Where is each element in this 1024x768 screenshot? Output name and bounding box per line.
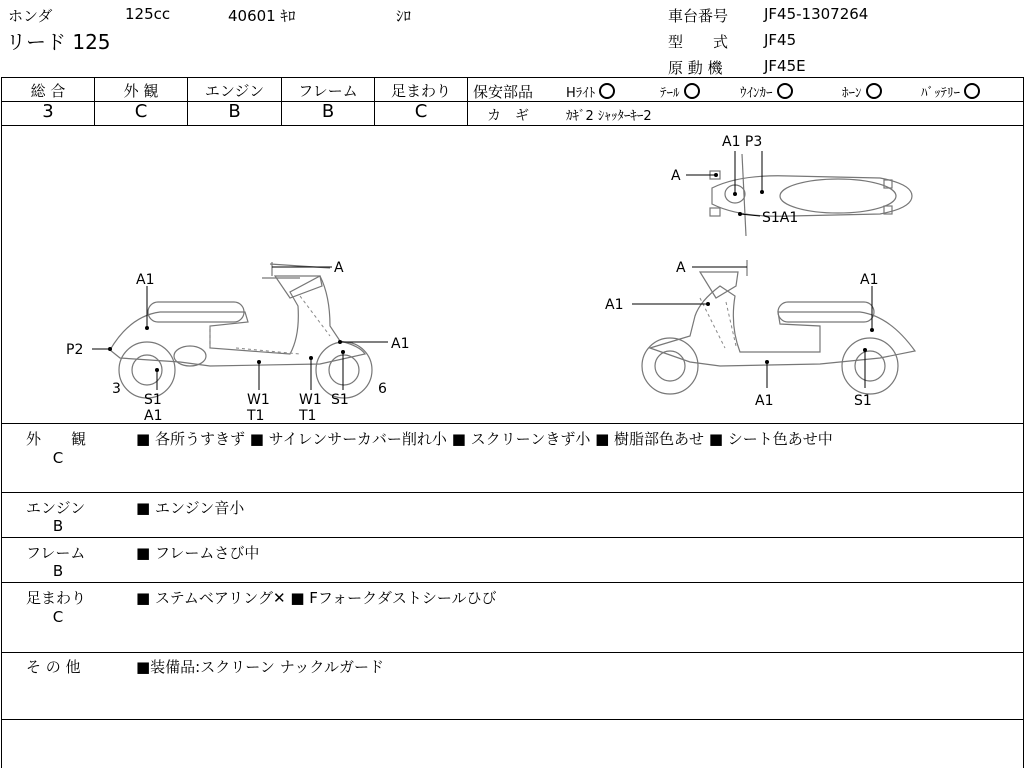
key-label: カ ギ (487, 108, 529, 124)
right-side-scooter (605, 260, 915, 409)
remark-frame-text: ■ フレームさび中 (136, 544, 260, 562)
remark-engine-label: エンジン (26, 499, 86, 517)
engine-label: エンジン (204, 82, 265, 100)
safety-item-horn: ﾎｰﾝ (842, 82, 882, 101)
mileage: 40601 ｷﾛ (228, 7, 296, 25)
exterior-grade: C (134, 101, 148, 122)
remark-engine-grade: B (52, 517, 64, 535)
frame-grade: B (321, 101, 335, 122)
remark-exterior-grade: C (52, 449, 64, 467)
remark-suspension-text: ■ ステムベアリング✕ ■ Fフォークダストシールひび (136, 589, 497, 607)
remark-other-text: ■装備品:スクリーン ナックルガード (136, 658, 384, 676)
remark-frame-grade: B (52, 562, 64, 580)
suspension-label: 足まわり (390, 82, 451, 100)
safety-parts-label: 保安部品 (473, 83, 534, 101)
remark-exterior-text: ■ 各所うすきず ■ サイレンサーカバー削れ小 ■ スクリーンきず小 ■ 樹脂部色あせ ■ シート色あせ中 (136, 430, 833, 448)
suspension-grade: C (414, 101, 428, 122)
safety-row-divider (468, 101, 1023, 102)
safety-item-tail: ﾃｰﾙ (660, 82, 700, 101)
mark-left-p2: P2 (66, 342, 84, 358)
frame-label: フレーム (298, 82, 358, 100)
key-value: ｶｷﾞ2 ｼｬｯﾀｰｷｰ2 (566, 109, 652, 124)
remark-exterior-label: 外 観 (26, 430, 87, 448)
top-view-scooter (671, 134, 912, 236)
maker: ホンダ (8, 7, 53, 25)
remark-frame-label: フレーム (26, 544, 86, 562)
engine-model-value: JF45E (764, 57, 806, 75)
body-color: ｼﾛ (396, 7, 412, 25)
exterior-label: 外 観 (123, 82, 159, 100)
mark-right-a1-top: A1 (860, 272, 879, 288)
chassis-number: JF45-1307264 (764, 5, 869, 23)
displacement: 125cc (125, 5, 171, 23)
mark-left-3: 3 (112, 381, 121, 397)
safety-item-winker: ｳｲﾝｶｰ (740, 82, 793, 101)
mark-left-a1-right: A1 (391, 336, 410, 352)
overall-grade: 3 (42, 101, 54, 122)
remarks-divider-2 (1, 537, 1023, 538)
check-circle-icon (866, 83, 882, 99)
left-side-scooter (66, 260, 409, 422)
type-value: JF45 (764, 31, 797, 49)
engine-model-label: 原 動 機 (668, 59, 723, 77)
mark-right-a-top: A (676, 260, 686, 276)
remarks-divider-3 (1, 582, 1023, 583)
check-circle-icon (684, 83, 700, 99)
safety-item-battery: ﾊﾞｯﾃﾘｰ (921, 82, 980, 101)
mark-right-s1: S1 (854, 393, 872, 409)
remark-suspension-label: 足まわり (26, 589, 87, 607)
check-circle-icon (777, 83, 793, 99)
mark-right-a1-left: A1 (605, 297, 624, 313)
type-label: 型 式 (668, 33, 729, 51)
scooter-diagram (0, 126, 1024, 422)
check-circle-icon (599, 83, 615, 99)
safety-item-headlight: Hﾗｲﾄ (566, 82, 615, 101)
mark-left-a1-top: A1 (136, 272, 155, 288)
mark-left-w1t1-b: W1 T1 (299, 392, 322, 422)
model-name: リード 125 (6, 30, 111, 54)
mark-right-a1-bottom: A1 (755, 393, 774, 409)
engine-grade: B (228, 101, 241, 122)
mark-top-a: A (671, 168, 681, 184)
grade-col-line-5 (467, 78, 468, 125)
mark-top-s1a1: S1A1 (762, 210, 799, 226)
check-circle-icon (964, 83, 980, 99)
overall-label: 総 合 (30, 82, 66, 100)
remarks-divider-5 (1, 719, 1023, 720)
mark-top-a1p3: A1 P3 (722, 134, 763, 150)
remarks-divider-1 (1, 492, 1023, 493)
mark-left-s1a1: S1 A1 (144, 392, 163, 422)
remark-suspension-grade: C (52, 608, 64, 626)
mark-left-a-top: A (334, 260, 344, 276)
remark-other-label: そ の 他 (26, 658, 81, 676)
remarks-divider-4 (1, 652, 1023, 653)
chassis-label: 車台番号 (668, 7, 729, 25)
mark-left-s1: S1 (331, 392, 349, 408)
remarks-top-line (1, 423, 1023, 424)
remark-engine-text: ■ エンジン音小 (136, 499, 245, 517)
mark-left-w1t1-a: W1 T1 (247, 392, 270, 422)
mark-left-6: 6 (378, 381, 387, 397)
